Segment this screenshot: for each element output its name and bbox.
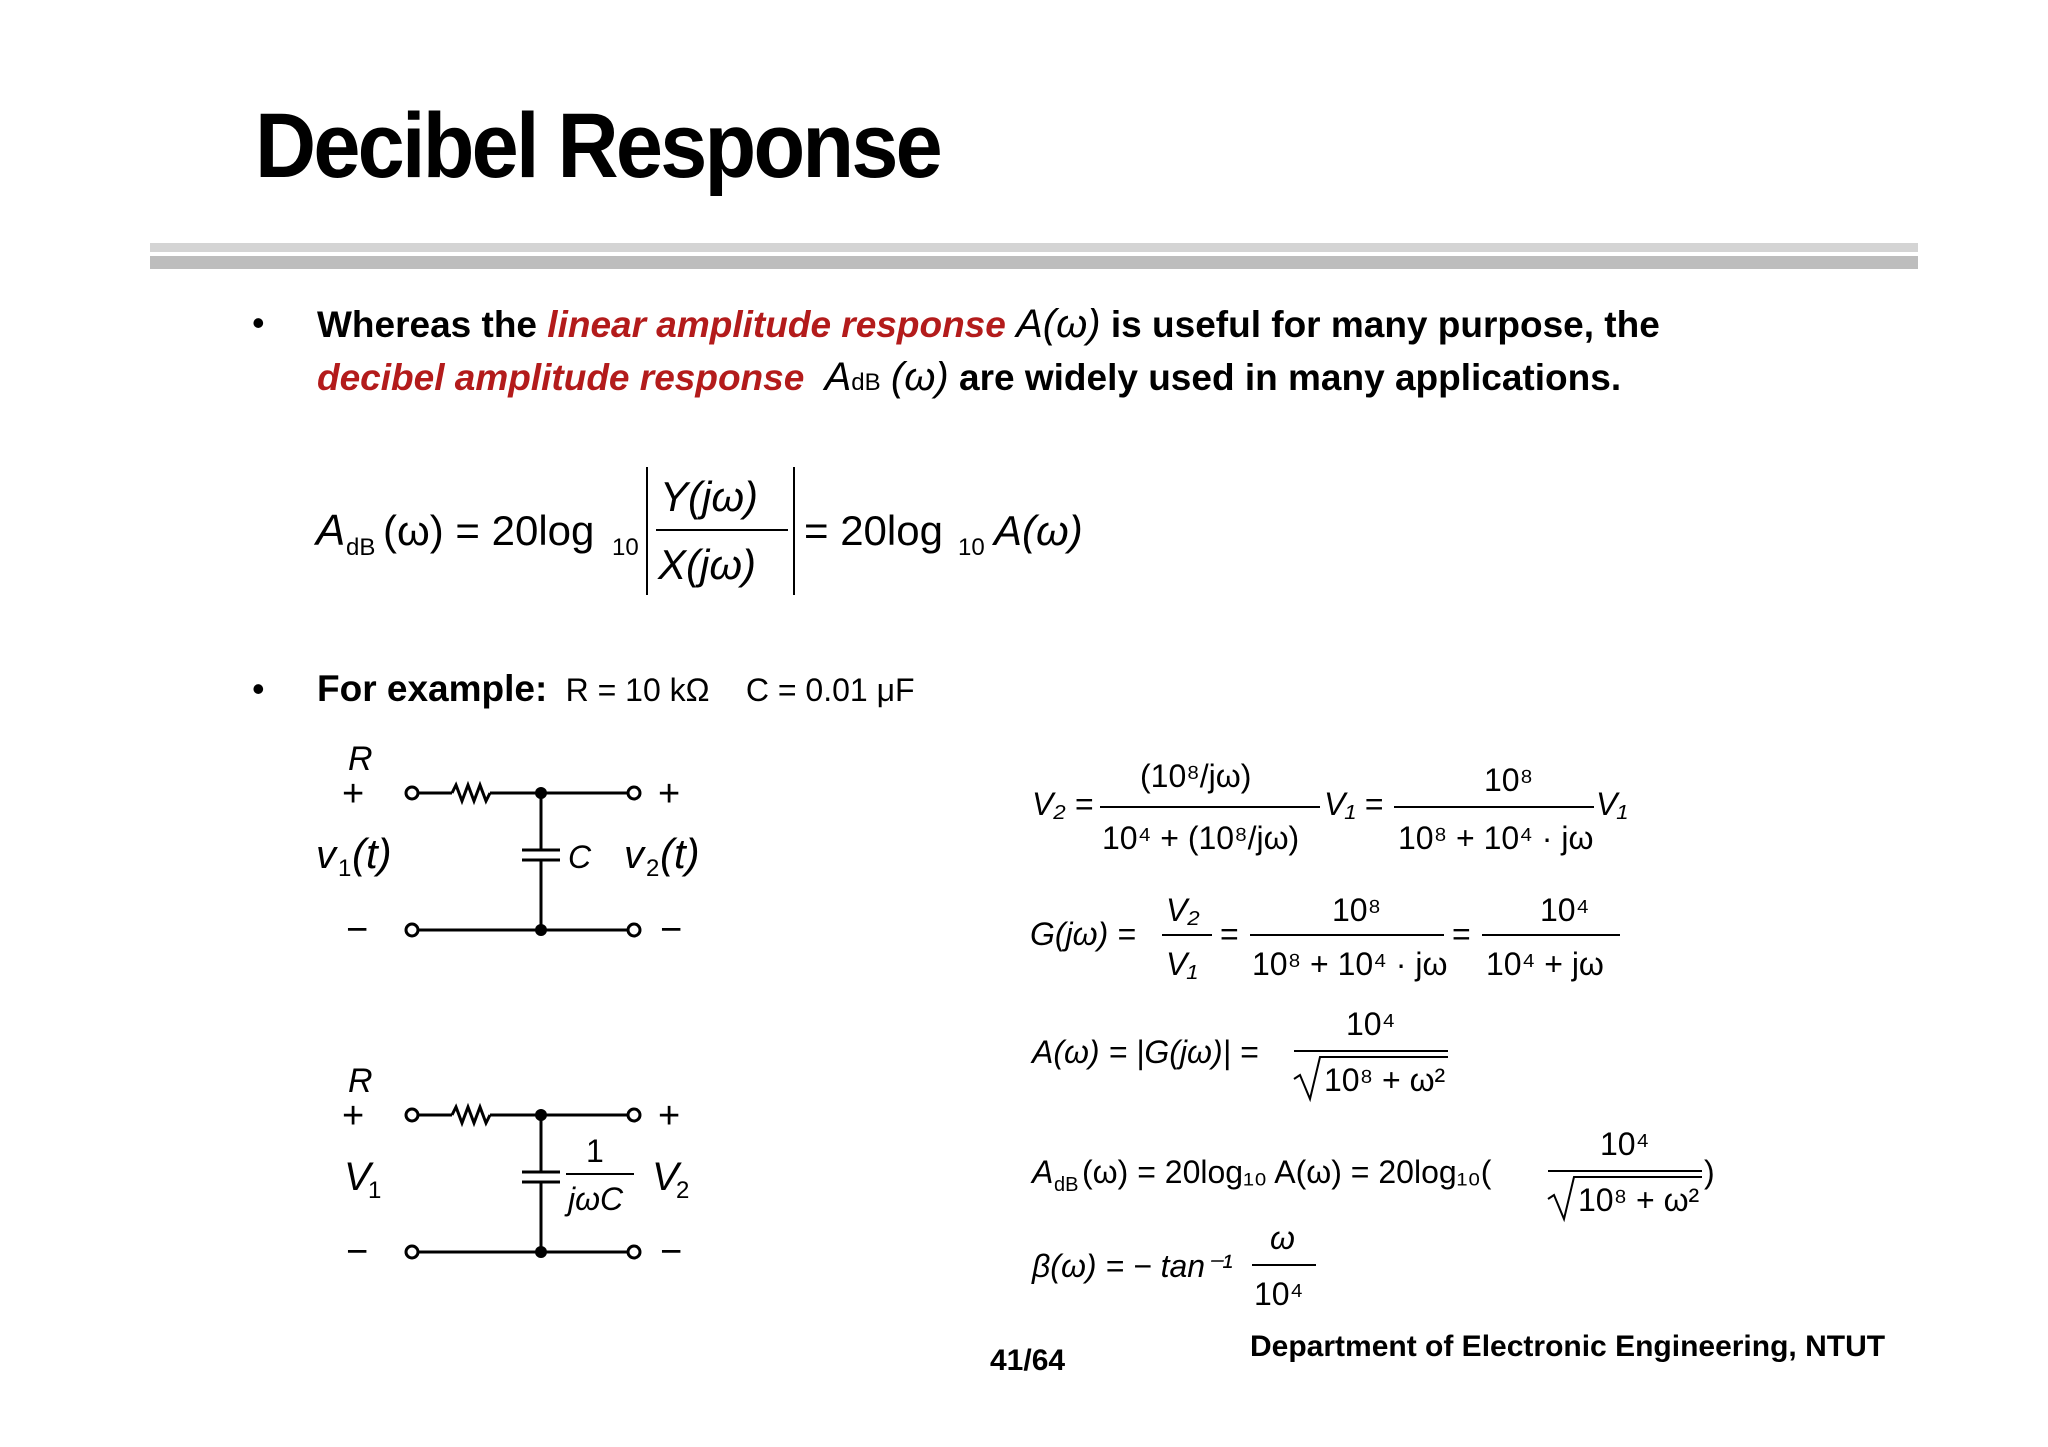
circuit1-r-label: R bbox=[348, 740, 373, 778]
text: are widely used in many applications. bbox=[959, 357, 1622, 398]
derivation-equations bbox=[1020, 745, 1760, 1325]
resistor-symbol bbox=[452, 1107, 490, 1123]
e2-lhs: G(jω) = bbox=[1030, 916, 1136, 952]
circuit2-minus-left: − bbox=[346, 1231, 369, 1272]
e5-lhs: β(ω) = − tan⁻¹ bbox=[1032, 1248, 1233, 1284]
e1-mid: V₁ = bbox=[1324, 786, 1384, 822]
bullet-marker-2: • bbox=[252, 668, 265, 709]
circuit2-r-label: R bbox=[348, 1062, 373, 1100]
e2-num1: V₂ bbox=[1166, 892, 1200, 928]
eq-rhs-sub: 10 bbox=[958, 534, 985, 561]
e5-num: ω bbox=[1270, 1220, 1295, 1256]
e3-lhs: A(ω) = |G(jω)| = bbox=[1032, 1034, 1259, 1070]
e3-num: 10⁴ bbox=[1346, 1006, 1396, 1042]
e4-mid: (ω) = 20log₁₀ A(ω) = 20log₁₀( bbox=[1082, 1154, 1492, 1190]
circuit1-plus-right: + bbox=[658, 773, 681, 815]
circuit1-v2-arg: (t) bbox=[660, 830, 700, 877]
e2-den2: 10⁸ + 10⁴ · jω bbox=[1252, 946, 1448, 982]
e1-num2: 10⁸ bbox=[1484, 762, 1534, 798]
e2-num3: 10⁴ bbox=[1540, 892, 1590, 928]
bullet-2-line bbox=[317, 670, 915, 707]
bullet-marker-1: • bbox=[252, 302, 265, 343]
e1-end: V₁ bbox=[1596, 786, 1628, 822]
eq-den: X(jω) bbox=[658, 541, 757, 588]
title-divider-dark bbox=[150, 256, 1918, 269]
e2-den1: V₁ bbox=[1166, 946, 1198, 982]
e2-den3: 10⁴ + jω bbox=[1486, 946, 1604, 982]
eq-rhs-end: A(ω) bbox=[994, 507, 1083, 554]
circuit2-plus-left: + bbox=[342, 1095, 365, 1137]
main-equation bbox=[300, 455, 1120, 605]
e1-num1: (10⁸/jω) bbox=[1140, 758, 1252, 794]
text: Whereas the bbox=[317, 304, 538, 345]
resistor-symbol bbox=[452, 785, 490, 801]
e1-den2: 10⁸ + 10⁴ · jω bbox=[1398, 820, 1594, 856]
e4-num: 10⁴ bbox=[1600, 1126, 1650, 1162]
text: is useful for many purpose, the bbox=[1110, 304, 1660, 345]
math-a-omega: A(ω) bbox=[1016, 302, 1101, 346]
circuit2-v1-sub: 1 bbox=[368, 1177, 382, 1204]
e2-eq1: = bbox=[1220, 916, 1239, 952]
e4-lhs: A bbox=[1032, 1154, 1054, 1190]
math-adb: A bbox=[824, 355, 852, 399]
equation-g bbox=[1030, 892, 1620, 982]
e1-lhs: V₂ = bbox=[1032, 786, 1094, 822]
circuit2-cap-num: 1 bbox=[586, 1133, 604, 1169]
circuit1-minus-left: − bbox=[346, 909, 369, 950]
linear-amplitude-term: linear amplitude response bbox=[547, 304, 1006, 345]
decibel-amplitude-term: decibel amplitude response bbox=[317, 357, 805, 398]
circuit1-c-label: C bbox=[568, 839, 592, 875]
e1-den1: 10⁴ + (10⁸/jω) bbox=[1102, 820, 1300, 856]
equation-adb bbox=[1030, 1126, 1715, 1219]
circuit2-plus-right: + bbox=[658, 1095, 681, 1137]
eq-lhs-arg: (ω) = 20log bbox=[383, 507, 595, 554]
math-adb-sub: dB bbox=[851, 369, 881, 396]
circuit2-v1: V bbox=[344, 1155, 371, 1199]
eq-lhs-sub: dB bbox=[346, 534, 376, 561]
eq-log-sub: 10 bbox=[612, 534, 639, 561]
math-omega: (ω) bbox=[890, 355, 949, 399]
circuit1-v1: v bbox=[316, 833, 336, 877]
e4-end: ) bbox=[1704, 1154, 1715, 1190]
e4-lhs-sub: dB bbox=[1054, 1174, 1079, 1196]
e2-num2: 10⁸ bbox=[1332, 892, 1382, 928]
circuit2-minus-right: − bbox=[660, 1231, 683, 1272]
e2-eq2: = bbox=[1452, 916, 1471, 952]
equation-v2 bbox=[1032, 758, 1627, 856]
resistor-value: R = 10 kΩ bbox=[565, 672, 710, 708]
e3-den: 10⁸ + ω² bbox=[1324, 1062, 1446, 1098]
e4-den: 10⁸ + ω² bbox=[1578, 1182, 1700, 1218]
equation-a bbox=[1030, 1006, 1448, 1099]
circuit1-minus-right: − bbox=[660, 909, 683, 950]
for-example-label: For example: bbox=[317, 668, 548, 709]
equation-beta bbox=[1031, 1220, 1316, 1312]
e5-den: 10⁴ bbox=[1254, 1276, 1304, 1312]
circuit1-v1-arg: (t) bbox=[352, 830, 392, 877]
eq-rhs: = 20log bbox=[804, 507, 943, 554]
circuit2-v2: V bbox=[652, 1155, 679, 1199]
circuit2-cap-den: jωC bbox=[568, 1181, 624, 1217]
bullet-1-line-2 bbox=[317, 357, 1621, 397]
title-divider-light bbox=[150, 243, 1918, 252]
circuit1-v1-sub: 1 bbox=[338, 855, 352, 882]
department-label: Department of Electronic Engineering, NTUT bbox=[1250, 1330, 1886, 1363]
bullet-1-line-1 bbox=[317, 304, 1660, 344]
circuit1-v2: v bbox=[624, 833, 644, 877]
circuit2-v2-sub: 2 bbox=[676, 1177, 690, 1204]
rc-circuit-phasor bbox=[300, 1062, 760, 1272]
circuit1-v2-sub: 2 bbox=[646, 855, 660, 882]
rc-circuit-time-domain bbox=[300, 740, 760, 950]
page-title: Decibel Response bbox=[255, 95, 940, 197]
page-number: 41/64 bbox=[990, 1344, 1066, 1377]
circuit1-plus-left: + bbox=[342, 773, 365, 815]
eq-num: Y(jω) bbox=[660, 473, 759, 520]
capacitor-value: C = 0.01 μF bbox=[745, 672, 915, 708]
eq-lhs: A bbox=[316, 506, 346, 555]
